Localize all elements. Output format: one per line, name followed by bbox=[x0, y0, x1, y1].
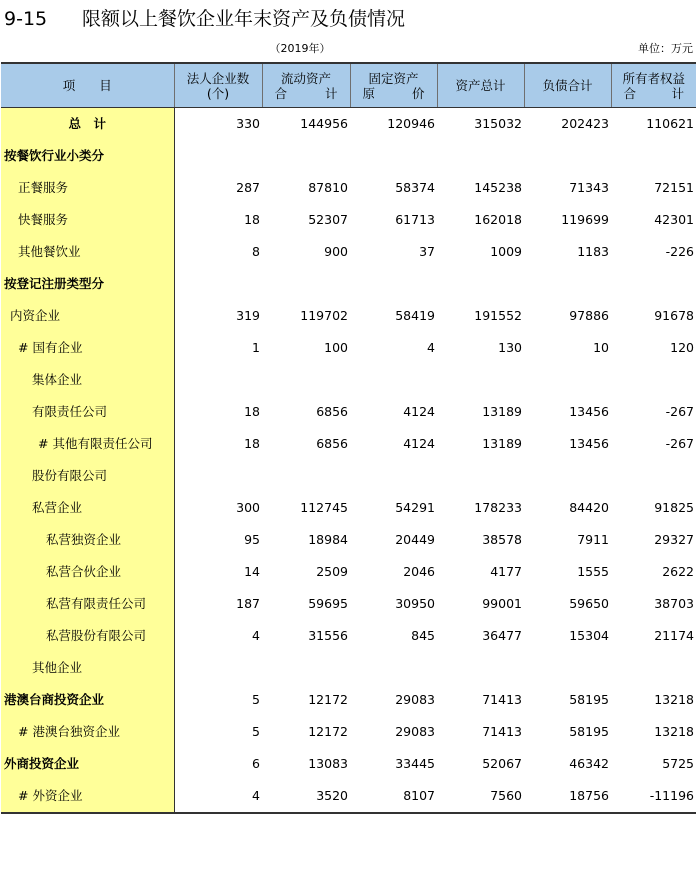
value-cell: 2622 bbox=[662, 564, 694, 579]
row-label-cell bbox=[1, 364, 174, 396]
value-cell bbox=[524, 268, 611, 300]
row-label: 私营企业 bbox=[32, 500, 83, 515]
value-cell: 61713 bbox=[395, 212, 435, 227]
value-cell: 10 bbox=[593, 340, 609, 355]
value-cell: 13456 bbox=[569, 436, 609, 451]
value-cell: 12172 bbox=[308, 692, 348, 707]
header-total-liabilities: 负债合计 bbox=[524, 63, 611, 108]
row-label-cell bbox=[1, 108, 174, 141]
value-cell bbox=[524, 460, 611, 492]
row-label: 内资企业 bbox=[10, 308, 61, 323]
value-cell: 4177 bbox=[490, 564, 522, 579]
value-cell: 100 bbox=[324, 340, 348, 355]
value-cell bbox=[174, 364, 262, 396]
value-cell: 18 bbox=[244, 404, 260, 419]
value-cell bbox=[524, 140, 611, 172]
value-cell: 130 bbox=[498, 340, 522, 355]
row-label-cell bbox=[1, 268, 174, 300]
value-cell: 36477 bbox=[482, 628, 522, 643]
table-number: 9-15 bbox=[4, 8, 48, 30]
header-owners-equity: 所有者权益 合 计 bbox=[611, 63, 696, 108]
value-cell: 84420 bbox=[569, 500, 609, 515]
table-row bbox=[1, 780, 696, 813]
row-label: # 国有企业 bbox=[18, 340, 83, 355]
header-row bbox=[1, 63, 696, 108]
unit-note: 单位：万元 bbox=[638, 42, 693, 55]
row-label-cell bbox=[1, 588, 174, 620]
value-cell: 120946 bbox=[387, 116, 435, 131]
value-cell: 119702 bbox=[300, 308, 348, 323]
table-row bbox=[1, 620, 696, 652]
table-row bbox=[1, 140, 696, 172]
value-cell: 162018 bbox=[474, 212, 522, 227]
value-cell: 112745 bbox=[300, 500, 348, 515]
row-label-cell bbox=[1, 524, 174, 556]
value-cell: 900 bbox=[324, 244, 348, 259]
value-cell: 38703 bbox=[654, 596, 694, 611]
value-cell bbox=[262, 140, 350, 172]
value-cell: 95 bbox=[244, 532, 260, 547]
table-row bbox=[1, 236, 696, 268]
value-cell: 87810 bbox=[308, 180, 348, 195]
row-label: 股份有限公司 bbox=[32, 468, 108, 483]
value-cell: 13189 bbox=[482, 436, 522, 451]
value-cell bbox=[174, 268, 262, 300]
value-cell: 5725 bbox=[662, 756, 694, 771]
value-cell: 21174 bbox=[654, 628, 694, 643]
row-label: 私营股份有限公司 bbox=[46, 628, 147, 643]
value-cell: 4 bbox=[174, 780, 262, 813]
table-row bbox=[1, 652, 696, 684]
table-row bbox=[1, 716, 696, 748]
value-cell: 18 bbox=[244, 212, 260, 227]
value-cell: 30950 bbox=[395, 596, 435, 611]
row-label: 集体企业 bbox=[32, 372, 83, 387]
value-cell: 58195 bbox=[569, 692, 609, 707]
value-cell bbox=[611, 364, 696, 396]
row-label: 私营合伙企业 bbox=[46, 564, 122, 579]
value-cell: 13083 bbox=[308, 756, 348, 771]
value-cell bbox=[437, 268, 524, 300]
row-label-cell bbox=[1, 396, 174, 428]
value-cell: 52067 bbox=[482, 756, 522, 771]
value-cell bbox=[611, 268, 696, 300]
row-label-cell bbox=[1, 684, 174, 716]
value-cell: -226 bbox=[665, 244, 694, 259]
value-cell bbox=[437, 652, 524, 684]
value-cell: 4 bbox=[252, 628, 260, 643]
value-cell: 8 bbox=[252, 244, 260, 259]
value-cell: 52307 bbox=[308, 212, 348, 227]
value-cell: 29327 bbox=[654, 532, 694, 547]
value-cell: 8107 bbox=[350, 780, 437, 813]
row-label: 按餐饮行业小类分 bbox=[4, 148, 105, 163]
value-cell bbox=[611, 652, 696, 684]
row-label: 总 计 bbox=[68, 116, 106, 131]
table-row bbox=[1, 556, 696, 588]
row-label: 快餐服务 bbox=[18, 212, 69, 227]
value-cell: 1183 bbox=[577, 244, 609, 259]
value-cell: 59650 bbox=[569, 596, 609, 611]
value-cell bbox=[524, 652, 611, 684]
value-cell bbox=[262, 268, 350, 300]
value-cell: 330 bbox=[236, 116, 260, 131]
value-cell: 315032 bbox=[474, 116, 522, 131]
value-cell: 29083 bbox=[395, 724, 435, 739]
value-cell: 13218 bbox=[654, 692, 694, 707]
value-cell: 4124 bbox=[403, 404, 435, 419]
value-cell bbox=[437, 140, 524, 172]
row-label-cell bbox=[1, 140, 174, 172]
table-row bbox=[1, 172, 696, 204]
value-cell: 3520 bbox=[262, 780, 350, 813]
value-cell: 29083 bbox=[395, 692, 435, 707]
value-cell: 1 bbox=[252, 340, 260, 355]
row-label-cell bbox=[1, 556, 174, 588]
value-cell: 14 bbox=[244, 564, 260, 579]
value-cell bbox=[174, 652, 262, 684]
table-title: 限额以上餐饮企业年末资产及负债情况 bbox=[82, 8, 406, 30]
value-cell: 287 bbox=[236, 180, 260, 195]
value-cell: 18984 bbox=[308, 532, 348, 547]
value-cell: 71413 bbox=[482, 724, 522, 739]
table-row bbox=[1, 684, 696, 716]
row-label: # 外资企业 bbox=[18, 788, 83, 803]
header-total-assets: 资产总计 bbox=[437, 63, 524, 108]
value-cell: -11196 bbox=[611, 780, 696, 813]
value-cell: 1009 bbox=[490, 244, 522, 259]
value-cell: 71343 bbox=[569, 180, 609, 195]
row-label: 有限责任公司 bbox=[32, 404, 108, 419]
value-cell: 54291 bbox=[395, 500, 435, 515]
value-cell: 38578 bbox=[482, 532, 522, 547]
table-row bbox=[1, 332, 696, 364]
value-cell: -267 bbox=[665, 436, 694, 451]
row-label: # 港澳台独资企业 bbox=[18, 724, 120, 739]
value-cell: 6 bbox=[252, 756, 260, 771]
value-cell bbox=[437, 364, 524, 396]
value-cell bbox=[350, 364, 437, 396]
data-table bbox=[1, 62, 696, 814]
value-cell: 71413 bbox=[482, 692, 522, 707]
value-cell bbox=[262, 652, 350, 684]
value-cell bbox=[350, 460, 437, 492]
header-item: 项 目 bbox=[1, 63, 174, 108]
header-enterprise-count: 法人企业数 (个) bbox=[174, 63, 262, 108]
value-cell: 119699 bbox=[561, 212, 609, 227]
row-label-cell bbox=[1, 780, 174, 813]
value-cell bbox=[350, 652, 437, 684]
value-cell: 4124 bbox=[403, 436, 435, 451]
row-label: 私营独资企业 bbox=[46, 532, 122, 547]
row-label: # 其他有限责任公司 bbox=[38, 436, 153, 451]
value-cell: 12172 bbox=[308, 724, 348, 739]
table-row bbox=[1, 588, 696, 620]
row-label: 其他餐饮业 bbox=[18, 244, 81, 259]
value-cell: -267 bbox=[665, 404, 694, 419]
value-cell: 58374 bbox=[395, 180, 435, 195]
value-cell: 18 bbox=[244, 436, 260, 451]
value-cell: 58419 bbox=[395, 308, 435, 323]
table-row bbox=[1, 204, 696, 236]
header-current-assets: 流动资产 合 计 bbox=[262, 63, 350, 108]
row-label-cell bbox=[1, 172, 174, 204]
value-cell: 7911 bbox=[577, 532, 609, 547]
table-row bbox=[1, 492, 696, 524]
row-label: 按登记注册类型分 bbox=[4, 276, 105, 291]
value-cell: 319 bbox=[236, 308, 260, 323]
value-cell: 91678 bbox=[654, 308, 694, 323]
page-title bbox=[4, 6, 405, 32]
row-label-cell bbox=[1, 460, 174, 492]
value-cell bbox=[611, 460, 696, 492]
row-label-cell bbox=[1, 428, 174, 460]
row-label: 其他企业 bbox=[32, 660, 83, 675]
row-label-cell bbox=[1, 492, 174, 524]
row-label: 私营有限责任公司 bbox=[46, 596, 147, 611]
value-cell: 6856 bbox=[316, 404, 348, 419]
value-cell: 845 bbox=[411, 628, 435, 643]
table-row bbox=[1, 364, 696, 396]
row-label-cell bbox=[1, 652, 174, 684]
value-cell: 2046 bbox=[403, 564, 435, 579]
value-cell: 18756 bbox=[524, 780, 611, 813]
value-cell bbox=[262, 364, 350, 396]
row-label-cell bbox=[1, 300, 174, 332]
value-cell: 145238 bbox=[474, 180, 522, 195]
table-row bbox=[1, 748, 696, 780]
value-cell: 187 bbox=[236, 596, 260, 611]
value-cell: 58195 bbox=[569, 724, 609, 739]
value-cell: 15304 bbox=[569, 628, 609, 643]
value-cell: 20449 bbox=[395, 532, 435, 547]
value-cell: 33445 bbox=[395, 756, 435, 771]
value-cell: 91825 bbox=[654, 500, 694, 515]
value-cell: 13456 bbox=[569, 404, 609, 419]
value-cell: 97886 bbox=[569, 308, 609, 323]
value-cell: 1555 bbox=[577, 564, 609, 579]
value-cell bbox=[350, 268, 437, 300]
value-cell: 37 bbox=[419, 244, 435, 259]
value-cell: 7560 bbox=[437, 780, 524, 813]
row-label-cell bbox=[1, 204, 174, 236]
table-row bbox=[1, 268, 696, 300]
table-row bbox=[1, 108, 696, 141]
value-cell bbox=[262, 460, 350, 492]
value-cell: 13218 bbox=[654, 724, 694, 739]
row-label-cell bbox=[1, 236, 174, 268]
value-cell bbox=[611, 140, 696, 172]
value-cell bbox=[350, 140, 437, 172]
value-cell: 6856 bbox=[316, 436, 348, 451]
value-cell: 191552 bbox=[474, 308, 522, 323]
value-cell: 178233 bbox=[474, 500, 522, 515]
value-cell: 202423 bbox=[561, 116, 609, 131]
value-cell: 31556 bbox=[308, 628, 348, 643]
table-row bbox=[1, 300, 696, 332]
row-label: 港澳台商投资企业 bbox=[4, 692, 105, 707]
row-label-cell bbox=[1, 332, 174, 364]
row-label-cell bbox=[1, 748, 174, 780]
row-label: 外商投资企业 bbox=[4, 756, 80, 771]
year-note: （2019年） bbox=[269, 42, 331, 55]
value-cell: 5 bbox=[252, 692, 260, 707]
value-cell: 13189 bbox=[482, 404, 522, 419]
row-label-cell bbox=[1, 716, 174, 748]
value-cell: 110621 bbox=[646, 116, 694, 131]
value-cell: 5 bbox=[252, 724, 260, 739]
table-row bbox=[1, 460, 696, 492]
value-cell: 120 bbox=[670, 340, 694, 355]
value-cell: 2509 bbox=[316, 564, 348, 579]
value-cell bbox=[174, 140, 262, 172]
row-label: 正餐服务 bbox=[18, 180, 69, 195]
table-row bbox=[1, 396, 696, 428]
value-cell: 99001 bbox=[482, 596, 522, 611]
value-cell: 4 bbox=[427, 340, 435, 355]
value-cell bbox=[524, 364, 611, 396]
table-row bbox=[1, 428, 696, 460]
value-cell: 300 bbox=[236, 500, 260, 515]
header-fixed-assets: 固定资产 原 价 bbox=[350, 63, 437, 108]
value-cell bbox=[174, 460, 262, 492]
value-cell: 72151 bbox=[654, 180, 694, 195]
value-cell: 144956 bbox=[300, 116, 348, 131]
table-row bbox=[1, 524, 696, 556]
value-cell: 59695 bbox=[308, 596, 348, 611]
value-cell bbox=[437, 460, 524, 492]
value-cell: 42301 bbox=[654, 212, 694, 227]
value-cell: 46342 bbox=[569, 756, 609, 771]
row-label-cell bbox=[1, 620, 174, 652]
